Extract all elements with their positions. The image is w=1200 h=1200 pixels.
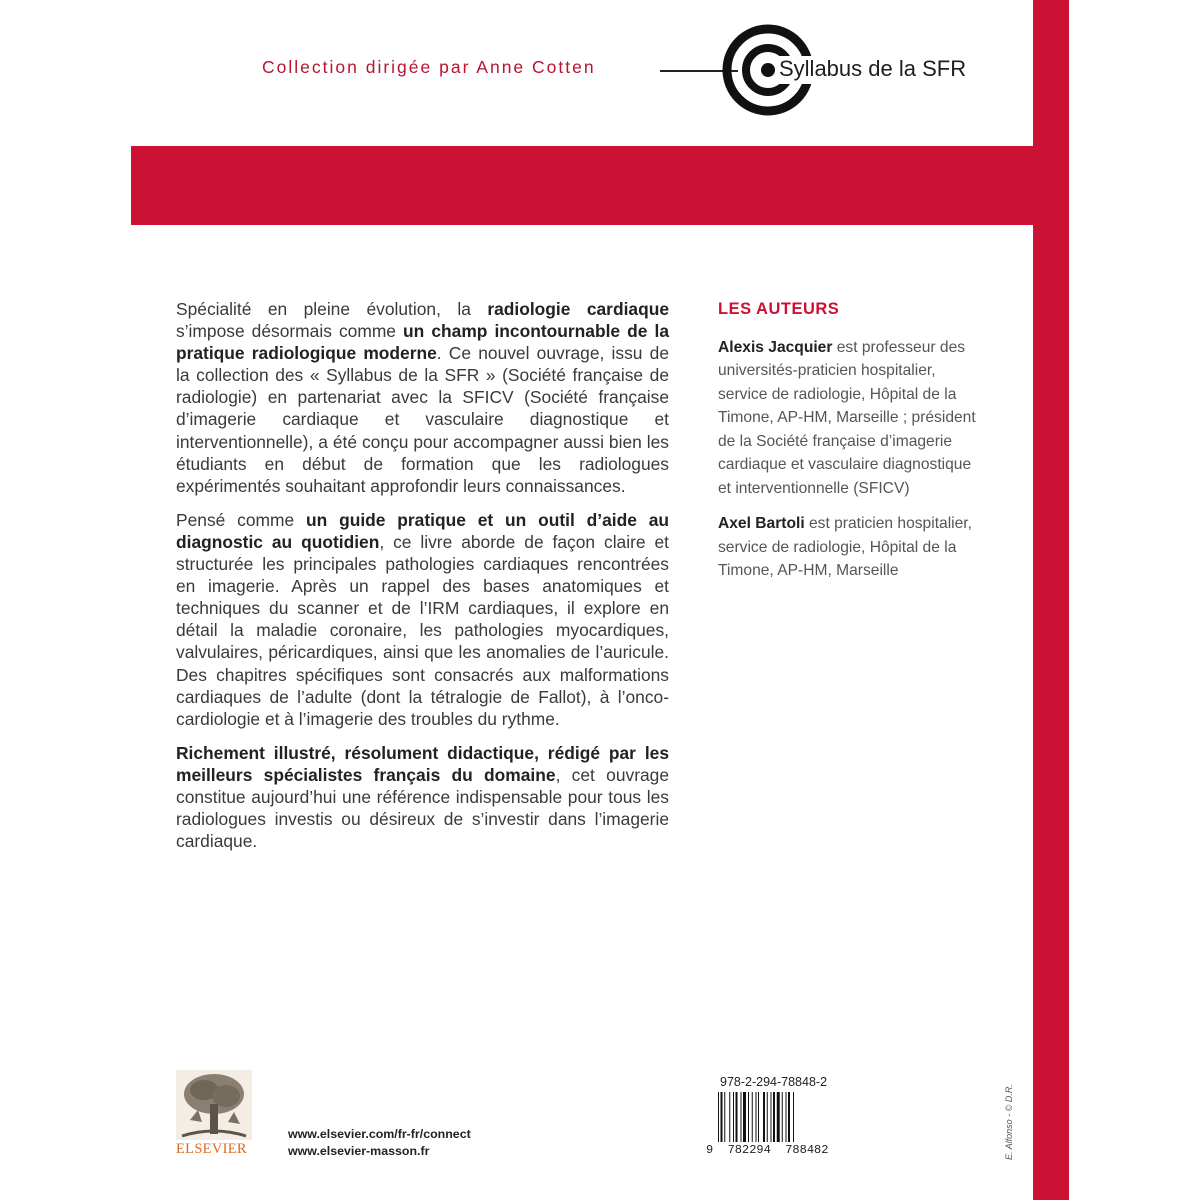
url-connect[interactable]: www.elsevier.com/fr-fr/connect [288,1127,471,1141]
p1-run-4: . Ce nouvel ouvrage, issu de la collection des « Syllabus de la SFR » (Société française de radiologie) en partenariat avec la SFICV (Société française d’imagerie cardiaque et vasculaire diagnostique et interventionnelle), a été conçu pour accompagner aussi bien les étudiants en début de formation que les radiologues expérimentés souhaitant approfondir leurs connaissances. [176,343,669,496]
photo-credit: E. Alfonso - © D.R. [1004,1084,1014,1160]
author-2-name: Axel Bartoli [718,515,805,532]
p3-run-1: , cet ouvrage constitue aujourd’hui une référence indispensable pour tous les radiologues investis ou désireux de s’investir dans l’imagerie cardiaque. [176,764,669,852]
author-2 [718,512,980,583]
author-2-desc: est praticien hospitalier, service de radiologie, Hôpital de la Timone, AP-HM, Marseille [718,515,972,579]
barcode-digits: 9 782294 788482 [706,1143,829,1157]
barcode-icon [716,1092,826,1142]
url-masson[interactable]: www.elsevier-masson.fr [288,1143,430,1158]
authors-column [718,298,980,595]
p1-run-1: radiologie cardiaque [487,299,669,319]
author-1-name: Alexis Jacquier [718,338,833,356]
elsevier-tree-logo-icon [176,1070,252,1140]
red-band [131,146,1033,225]
publisher-name: ELSEVIER [176,1141,247,1157]
isbn: 978-2-294-78848-2 [720,1075,828,1089]
p1-run-3: un champ incontournable de la pratique radiologique moderne [176,321,669,364]
p2-run-2: , ce livre aborde de façon claire et structurée les principales pathologies cardiaques rencontrées en imagerie. Après un rappel des bases anatomiques et techniques du scanner et de l’IRM cardiaques, il explore en détail la maladie coronaire, les pathologies myocardiques, valvulaires, péricardiques, ainsi que les anomalies de l’auricule. Des chapitres spécifiques sont consacrés aux malformations cardiaques de l’adulte (dont la tétralogie de Fallot), à l’onco-cardiologie et à l’imagerie des troubles du rythme. [176,531,669,729]
paragraph-3 [176,742,669,852]
p2-run-1: un guide pratique et un outil d’aide au diagnostic au quotidien [176,509,669,552]
description-text [176,298,669,864]
author-1 [718,336,980,501]
p2-run-0: Pensé comme [176,509,306,530]
p3-run-0: Richement illustré, résolument didactique, rédigé par les meilleurs spécialistes français du domaine [176,742,669,785]
paragraph-1 [176,298,669,497]
paragraph-2 [176,509,669,730]
p1-run-0: Spécialité en pleine évolution, la [176,299,488,319]
red-side-strip [1033,0,1069,1200]
author-1-desc: est professeur des universités-praticien hospitalier, service de radiologie, Hôpital de la Timone, AP-HM, Marseille ; président de la Société française d’imagerie cardiaque et vasculaire diagnostique et interventionnelle (SFICV) [718,338,976,497]
collection-credit: Collection dirigée par Anne Cotten [262,57,596,77]
publisher-urls [288,1126,471,1159]
series-logo-text: Syllabus de la SFR [779,56,967,81]
authors-heading: LES AUTEURS [718,300,840,318]
p1-run-2: s’impose désormais comme [176,321,404,342]
